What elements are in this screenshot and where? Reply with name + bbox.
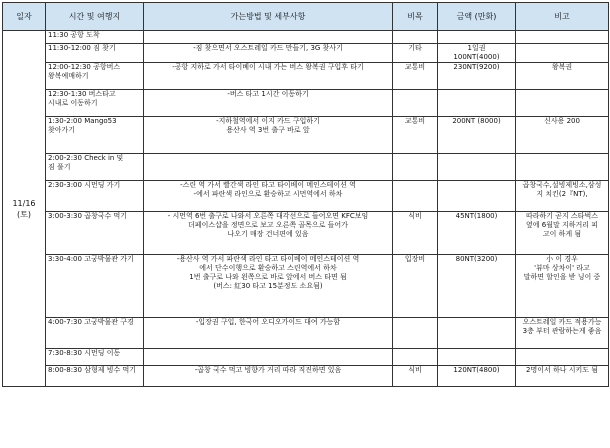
amount-cell: 1일권 100NT(4000) — [438, 44, 516, 63]
detail-cell: -지하철역에서 이지 카드 구입하기 용산사 역 3번 출구 바로 앞 — [144, 117, 393, 154]
category-cell: 입장비 — [393, 255, 438, 318]
note-cell — [516, 31, 609, 44]
header-category: 비목 — [393, 3, 438, 31]
amount-cell — [438, 318, 516, 349]
amount-cell — [438, 154, 516, 181]
note-cell — [516, 154, 609, 181]
table-row — [3, 349, 609, 366]
note-cell: 왕복권 — [516, 63, 609, 90]
detail-cell: -용산사 역 가서 파란색 라인 타고 타이베이 메인스테이션 역 에서 단수이행으로 환승하고 스린역에서 하차 1번 출구로 나와 왼쪽으로 바로 앞에서 버스 타면 됨 (버스: 紅30 타고 15분정도 소요됨) — [144, 255, 393, 318]
table-row — [3, 44, 609, 63]
date-day: 11/16 — [12, 198, 36, 208]
detail-cell: -짐 찾으면서 오스트레일 카드 만들기, 3G 찾사기 — [144, 44, 393, 63]
time-cell: 2:30-3:00 시먼딩 가기 — [46, 181, 144, 212]
amount-cell — [438, 349, 516, 366]
note-cell: 신사용 200 — [516, 117, 609, 154]
detail-cell: -공항 지하로 가서 타이베이 시내 가는 버스 왕복권 구입후 타기 — [144, 63, 393, 90]
time-cell: 11:30 공항 도착 — [46, 31, 144, 44]
table-row — [3, 255, 609, 318]
detail-cell: -스린 역 가서 빨간색 라인 타고 타이베이 메인스테이션 역 -에서 파란색 라인으로 환승하고 시먼역에서 하차 — [144, 181, 393, 212]
time-cell: 7:30-8:30 시먼딩 이동 — [46, 349, 144, 366]
detail-cell: - 시먼역 6번 출구로 나와서 오른쪽 대각선으로 들어오면 KFC보임 더페이스샵을 정면으로 보고 오른쪽 골목으로 들어가 나오기 매장 건너편에 있음 — [144, 212, 393, 255]
header-details: 가는방법 및 세부사항 — [144, 3, 393, 31]
detail-cell — [144, 31, 393, 44]
category-cell: 식비 — [393, 366, 438, 387]
table-row — [3, 117, 609, 154]
amount-cell: 80NT(3200) — [438, 255, 516, 318]
time-cell: 1:30-2:00 Mango53 찾아가기 — [46, 117, 144, 154]
note-cell — [516, 349, 609, 366]
time-cell: 2:00-2:30 Check in 및 짐 풀기 — [46, 154, 144, 181]
time-cell: 12:00-12:30 공항버스 왕복예매하기 — [46, 63, 144, 90]
note-cell: 따라하기 곧지 스타벅스 옆에 6월말 지하거리 피 고이 하게 됨 — [516, 212, 609, 255]
detail-cell — [144, 154, 393, 181]
amount-cell: 120NT(4800) — [438, 366, 516, 387]
time-cell: 8:00-8:30 삼형제 빙수 먹기 — [46, 366, 144, 387]
detail-cell: -곱창 국수 먹고 빙향가 거리 따라 직진하면 있음 — [144, 366, 393, 387]
category-cell — [393, 181, 438, 212]
amount-cell — [438, 31, 516, 44]
table-row — [3, 63, 609, 90]
table-row — [3, 212, 609, 255]
header-row — [3, 3, 609, 31]
time-cell: 11:30-12:00 짐 찾기 — [46, 44, 144, 63]
table-row — [3, 318, 609, 349]
note-cell: 2명이서 하나 시키도 됨 — [516, 366, 609, 387]
detail-cell — [144, 349, 393, 366]
table-row — [3, 31, 609, 44]
note-cell — [516, 90, 609, 117]
date-cell — [3, 31, 46, 387]
date-weekday: (토) — [17, 209, 31, 219]
note-cell: 곱창국수,설빙제빙소,삼성 지 치킨(2『NT), — [516, 181, 609, 212]
amount-cell — [438, 181, 516, 212]
table-row — [3, 366, 609, 387]
header-amount: 금액 (만화) — [438, 3, 516, 31]
header-time-place: 시간 및 여행지 — [46, 3, 144, 31]
table-row — [3, 90, 609, 117]
category-cell: 기타 — [393, 44, 438, 63]
category-cell — [393, 318, 438, 349]
amount-cell — [438, 90, 516, 117]
amount-cell: 45NT(1800) — [438, 212, 516, 255]
note-cell: 오스트레일 카드 적용가능 3층 부터 관람하는게 좋음 — [516, 318, 609, 349]
category-cell — [393, 154, 438, 181]
time-cell: 3:30-4:00 고궁박물관 가기 — [46, 255, 144, 318]
category-cell — [393, 90, 438, 117]
table-row — [3, 181, 609, 212]
note-cell: 小 이 경우 '뷰마 상차이' 라고 말하면 할인을 받 닝이 중 — [516, 255, 609, 318]
note-cell — [516, 44, 609, 63]
amount-cell: 230NT(9200) — [438, 63, 516, 90]
time-cell: 3:00-3:30 곱창국수 먹기 — [46, 212, 144, 255]
itinerary-table — [2, 2, 609, 387]
category-cell — [393, 31, 438, 44]
category-cell: 교통비 — [393, 117, 438, 154]
header-note: 비고 — [516, 3, 609, 31]
category-cell — [393, 349, 438, 366]
time-cell: 12:30-1:30 버스타고 시내로 이동하기 — [46, 90, 144, 117]
table-row — [3, 154, 609, 181]
detail-cell: -입장권 구입, 한국어 오디오가이드 대여 가능함 — [144, 318, 393, 349]
time-cell: 4:00-7:30 고궁박물관 구경 — [46, 318, 144, 349]
header-date: 일자 — [3, 3, 46, 31]
category-cell: 식비 — [393, 212, 438, 255]
category-cell: 교통비 — [393, 63, 438, 90]
detail-cell: -버스 타고 1시간 이동하기 — [144, 90, 393, 117]
amount-cell: 200NT (8000) — [438, 117, 516, 154]
